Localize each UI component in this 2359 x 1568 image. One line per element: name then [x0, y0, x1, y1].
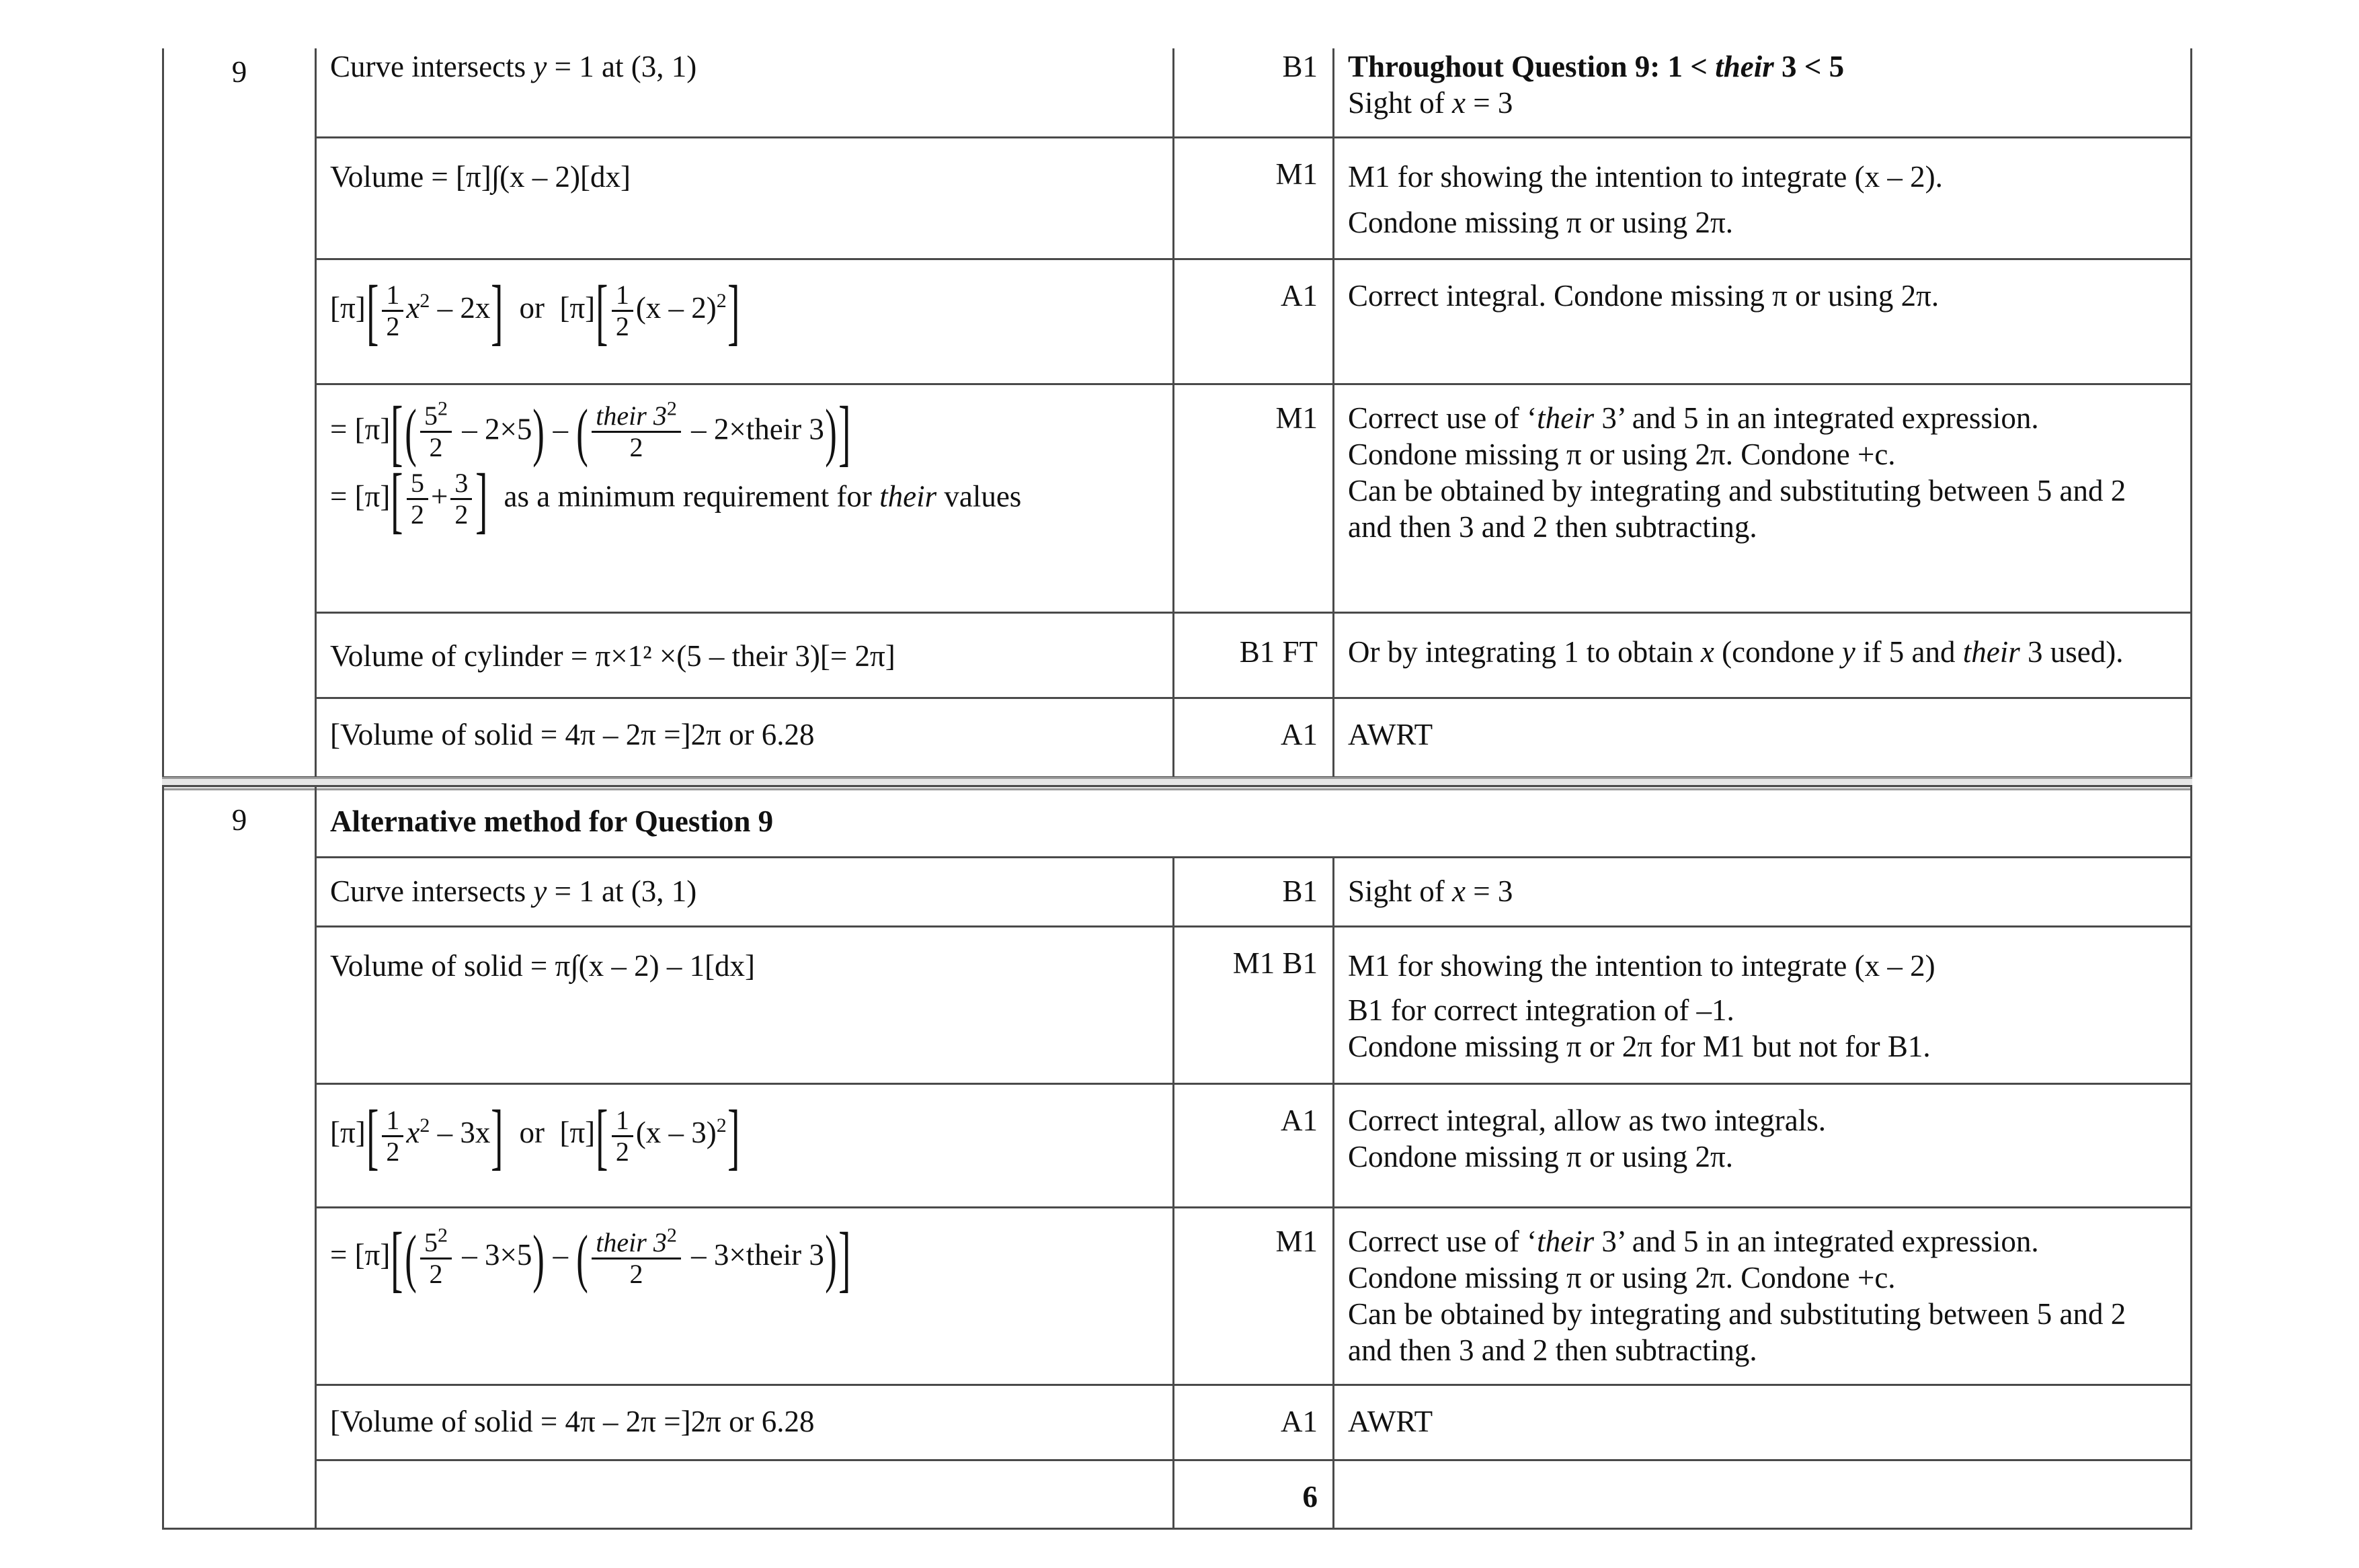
guidance-cell: M1 for showing the intention to integrate (x – 2) B1 for correct integration of –1. Condone missing π or 2π for M1 but not for B1.: [1334, 927, 2192, 1084]
mark-cell: M1: [1174, 384, 1334, 612]
mark-cell: A1: [1174, 1084, 1334, 1208]
mark-cell: A1: [1174, 698, 1334, 777]
guidance-cell: Or by integrating 1 to obtain x (condone y if 5 and their 3 used).: [1334, 612, 2192, 698]
answer-cell: [Volume of solid = 4π – 2π =]2π or 6.28: [316, 1385, 1174, 1460]
mark-cell: B1: [1174, 858, 1334, 927]
integral-expression: [π][ $\frac{1}{2}$ $x^2 - 2x$] or [π][ $\frac{1}{2}$ (x – 2)$^2$]: [330, 270, 740, 352]
answer-cell: [Volume of solid = 4π – 2π =]2π or 6.28: [316, 698, 1174, 777]
table-row: [163, 858, 2192, 927]
table-row: [163, 698, 2192, 777]
table-row: [163, 48, 2192, 137]
table-row: [163, 137, 2192, 259]
mark-cell: B1: [1174, 48, 1334, 137]
table-row: [163, 384, 2192, 612]
mark-cell: M1 B1: [1174, 927, 1334, 1084]
guidance-cell: [1334, 1460, 2192, 1529]
answer-cell: Curve intersects y = 1 at (3, 1): [316, 48, 1174, 137]
table-row: [163, 259, 2192, 384]
guidance-cell: Correct use of ‘their 3’ and 5 in an integrated expression. Condone missing π or using 2π. Condone +c. Can be obtained by integrating and substituting between 5 and 2 and then 3 and 2 then subtracting.: [1334, 384, 2192, 612]
guidance-cell: Sight of x = 3: [1334, 858, 2192, 927]
table-row: [163, 1460, 2192, 1529]
guidance-cell: Correct integral, allow as two integrals. Condone missing π or using 2π.: [1334, 1084, 2192, 1208]
substitution-expression: = [π][( $\frac{5^2}{2}$ – 2×5) – ( $\frac{their 3^2}{2}$ – 2×their 3)]: [330, 390, 851, 473]
table-row: [163, 1385, 2192, 1460]
mark-cell: A1: [1174, 1385, 1334, 1460]
guidance-cell: Correct use of ‘their 3’ and 5 in an integrated expression. Condone missing π or using 2π. Condone +c. Can be obtained by integrating and substituting between 5 and 2 and then 3 and 2 then subtracting.: [1334, 1208, 2192, 1385]
guidance-cell: AWRT: [1334, 698, 2192, 777]
minimum-expression: = [π][ $\frac{5}{2}$ + $\frac{3}{2}$ ] as a minimum requirement for their values: [330, 458, 1022, 540]
answer-cell: [316, 1084, 1174, 1208]
answer-cell: Volume = [π]∫(x – 2)[dx]: [316, 137, 1174, 259]
substitution-expression: = [π][( $\frac{5^2}{2}$ – 3×5) – ( $\frac{their 3^2}{2}$ – 3×their 3)]: [330, 1217, 851, 1299]
mark-cell: A1: [1174, 259, 1334, 384]
answer-cell: [316, 384, 1174, 612]
guidance-cell: AWRT: [1334, 1385, 2192, 1460]
answer-cell: [316, 259, 1174, 384]
main-method-table: [162, 48, 2192, 778]
answer-cell: Volume of cylinder = π×1² ×(5 – their 3)[= 2π]: [316, 612, 1174, 698]
table-row: [163, 1084, 2192, 1208]
integral-expression: [π][ $\frac{1}{2}$ $x^2 - 3x$] or [π][ $\frac{1}{2}$ (x – 3)$^2$]: [330, 1095, 740, 1177]
answer-cell: Volume of solid = π∫(x – 2) – 1[dx]: [316, 927, 1174, 1084]
question-number: 9: [163, 786, 316, 1529]
mark-cell: M1: [1174, 137, 1334, 259]
mark-cell: M1: [1174, 1208, 1334, 1385]
question-number: 9: [163, 48, 316, 777]
alternative-header: Alternative method for Question 9: [316, 786, 2192, 858]
guidance-cell: M1 for showing the intention to integrate (x – 2). Condone missing π or using 2π.: [1334, 137, 2192, 259]
guidance-cell: Throughout Question 9: 1 < their 3 < 5 Sight of x = 3: [1334, 48, 2192, 137]
answer-cell: Curve intersects y = 1 at (3, 1): [316, 858, 1174, 927]
table-row: [163, 1208, 2192, 1385]
answer-cell: [316, 1208, 1174, 1385]
total-marks: 6: [1174, 1460, 1334, 1529]
alternative-method-table: [162, 785, 2192, 1530]
guidance-cell: Correct integral. Condone missing π or using 2π.: [1334, 259, 2192, 384]
mark-cell: B1 FT: [1174, 612, 1334, 698]
answer-cell: [316, 1460, 1174, 1529]
table-row: [163, 927, 2192, 1084]
table-row: [163, 786, 2192, 858]
table-row: [163, 612, 2192, 698]
